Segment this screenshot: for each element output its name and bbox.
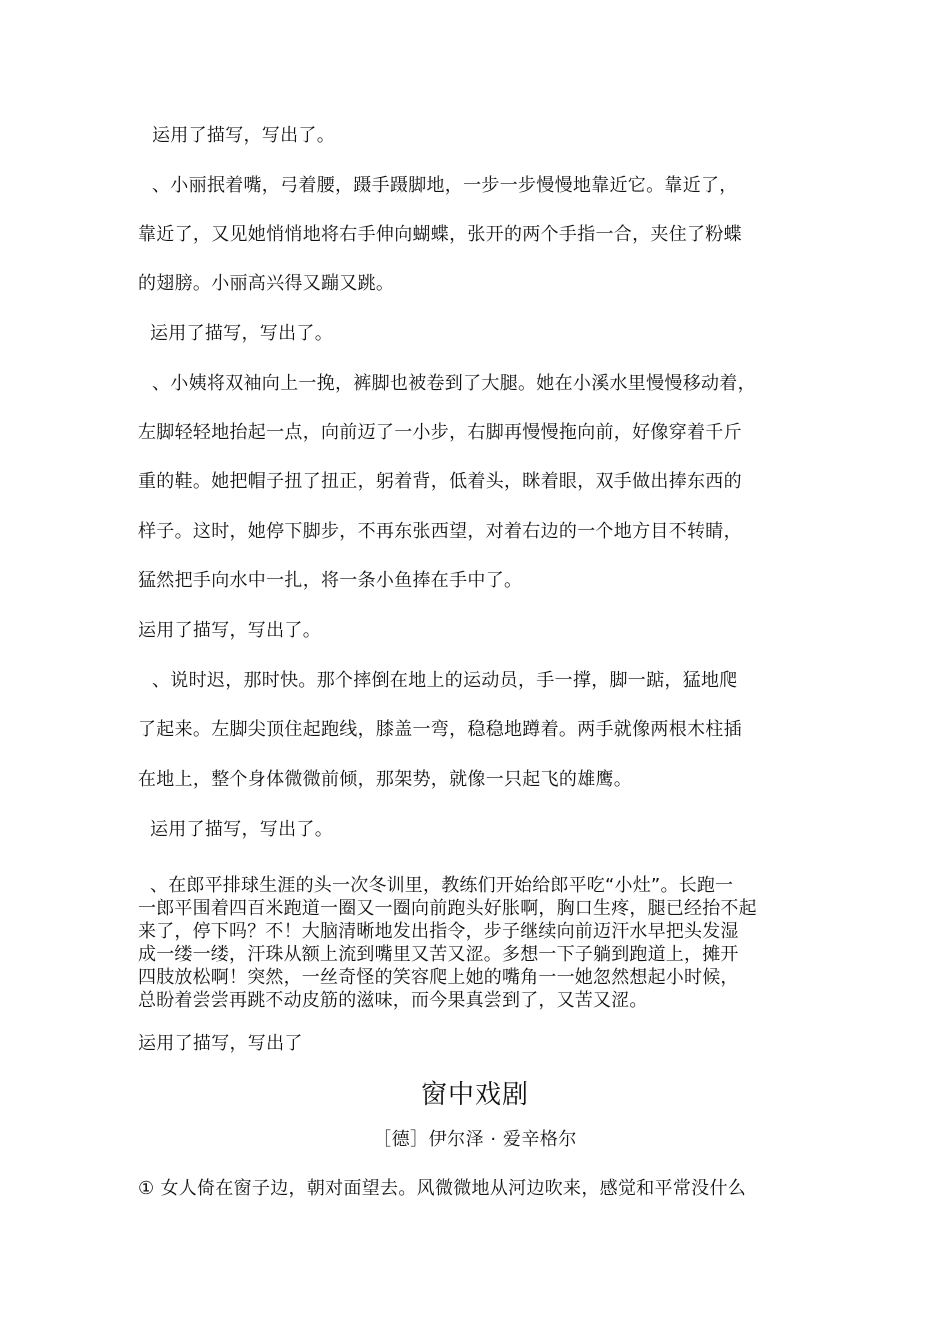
paragraph-3-line-1: 、说时迟，那时快。那个摔倒在地上的运动员，手一撑，脚一踮，猛地爬 bbox=[152, 670, 738, 691]
paragraph-1-line-3: 的翅膀。小丽高兴得又蹦又跳。 bbox=[138, 273, 395, 294]
paragraph-3-line-2: 了起来。左脚尖顶住起跑线，膝盖一弯，稳稳地蹲着。两手就像两根木柱插 bbox=[138, 719, 742, 740]
paragraph-2-line-1: 、小姨将双袖向上一挽，裤脚也被卷到了大腿。她在小溪水里慢慢移动着， bbox=[152, 373, 756, 394]
answer-line-3: 运用了描写，写出了。 bbox=[150, 819, 333, 840]
paragraph-4 bbox=[138, 874, 828, 1012]
paragraph-2-line-3: 重的鞋。她把帽子扭了扭正，躬着背，低着头，眯着眼，双手做出捧东西的 bbox=[138, 471, 742, 492]
paragraph-1-line-1: 、小丽抿着嘴，弓着腰，蹑手蹑脚地，一步一步慢慢地靠近它。靠近了， bbox=[152, 175, 738, 196]
story-title: 窗中戏剧 bbox=[420, 1080, 529, 1110]
paragraph-4-line-1: 、在郎平排球生涯的头一次冬训里，教练们开始给郎平吃“小灶”。长跑一 bbox=[150, 875, 734, 896]
paragraph-4-line-3: 来了，停下吗？不！大脑清晰地发出指令，步子继续向前迈汗水早把头发湿 bbox=[138, 921, 739, 942]
paragraph-2-line-5: 猛然把手向水中一扎，将一条小鱼捧在手中了。 bbox=[138, 570, 523, 591]
paragraph-4-line-5: 四肢放松啊！突然，一丝奇怪的笑容爬上她的嘴角一一她忽然想起小时候， bbox=[138, 967, 739, 988]
story-author: ［德］伊尔泽 · 爱辛格尔 bbox=[373, 1129, 577, 1150]
answer-line-2: 运用了描写，写出了。 bbox=[138, 620, 321, 641]
paragraph-4-line-2: 一郎平围着四百米跑道一圈又一圈向前跑头好胀啊，胸口生疼，腿已经抬不起 bbox=[138, 898, 757, 919]
paragraph-1-line-2: 靠近了，又见她悄悄地将右手伸向蝴蝶，张开的两个手指一合，夹住了粉蝶 bbox=[138, 224, 742, 245]
paragraph-4-line-4: 成一缕一缕，汗珠从额上流到嘴里又苦又涩。多想一下子躺到跑道上，摊开 bbox=[138, 944, 739, 965]
paragraph-3-line-3: 在地上，整个身体微微前倾，那架势，就像一只起飞的雄鹰。 bbox=[138, 769, 633, 790]
answer-line-1: 运用了描写，写出了。 bbox=[150, 323, 333, 344]
paragraph-2-line-4: 样子。这时，她停下脚步，不再东张西望，对着右边的一个地方目不转睛， bbox=[138, 521, 742, 542]
answer-line-4: 运用了描写，写出了 bbox=[138, 1033, 303, 1054]
answer-line-intro: 运用了描写，写出了。 bbox=[152, 125, 335, 146]
paragraph-2-line-2: 左脚轻轻地抬起一点，向前迈了一小步，右脚再慢慢拖向前，好像穿着千斤 bbox=[138, 422, 742, 443]
paragraph-4-line-6: 总盼着尝尝再跳不动皮筋的滋味，而今果真尝到了，又苦又涩。 bbox=[138, 990, 648, 1011]
story-first-line: ① 女人倚在窗子边，朝对面望去。风微微地从河边吹来，感觉和平常没什么 bbox=[138, 1178, 747, 1199]
